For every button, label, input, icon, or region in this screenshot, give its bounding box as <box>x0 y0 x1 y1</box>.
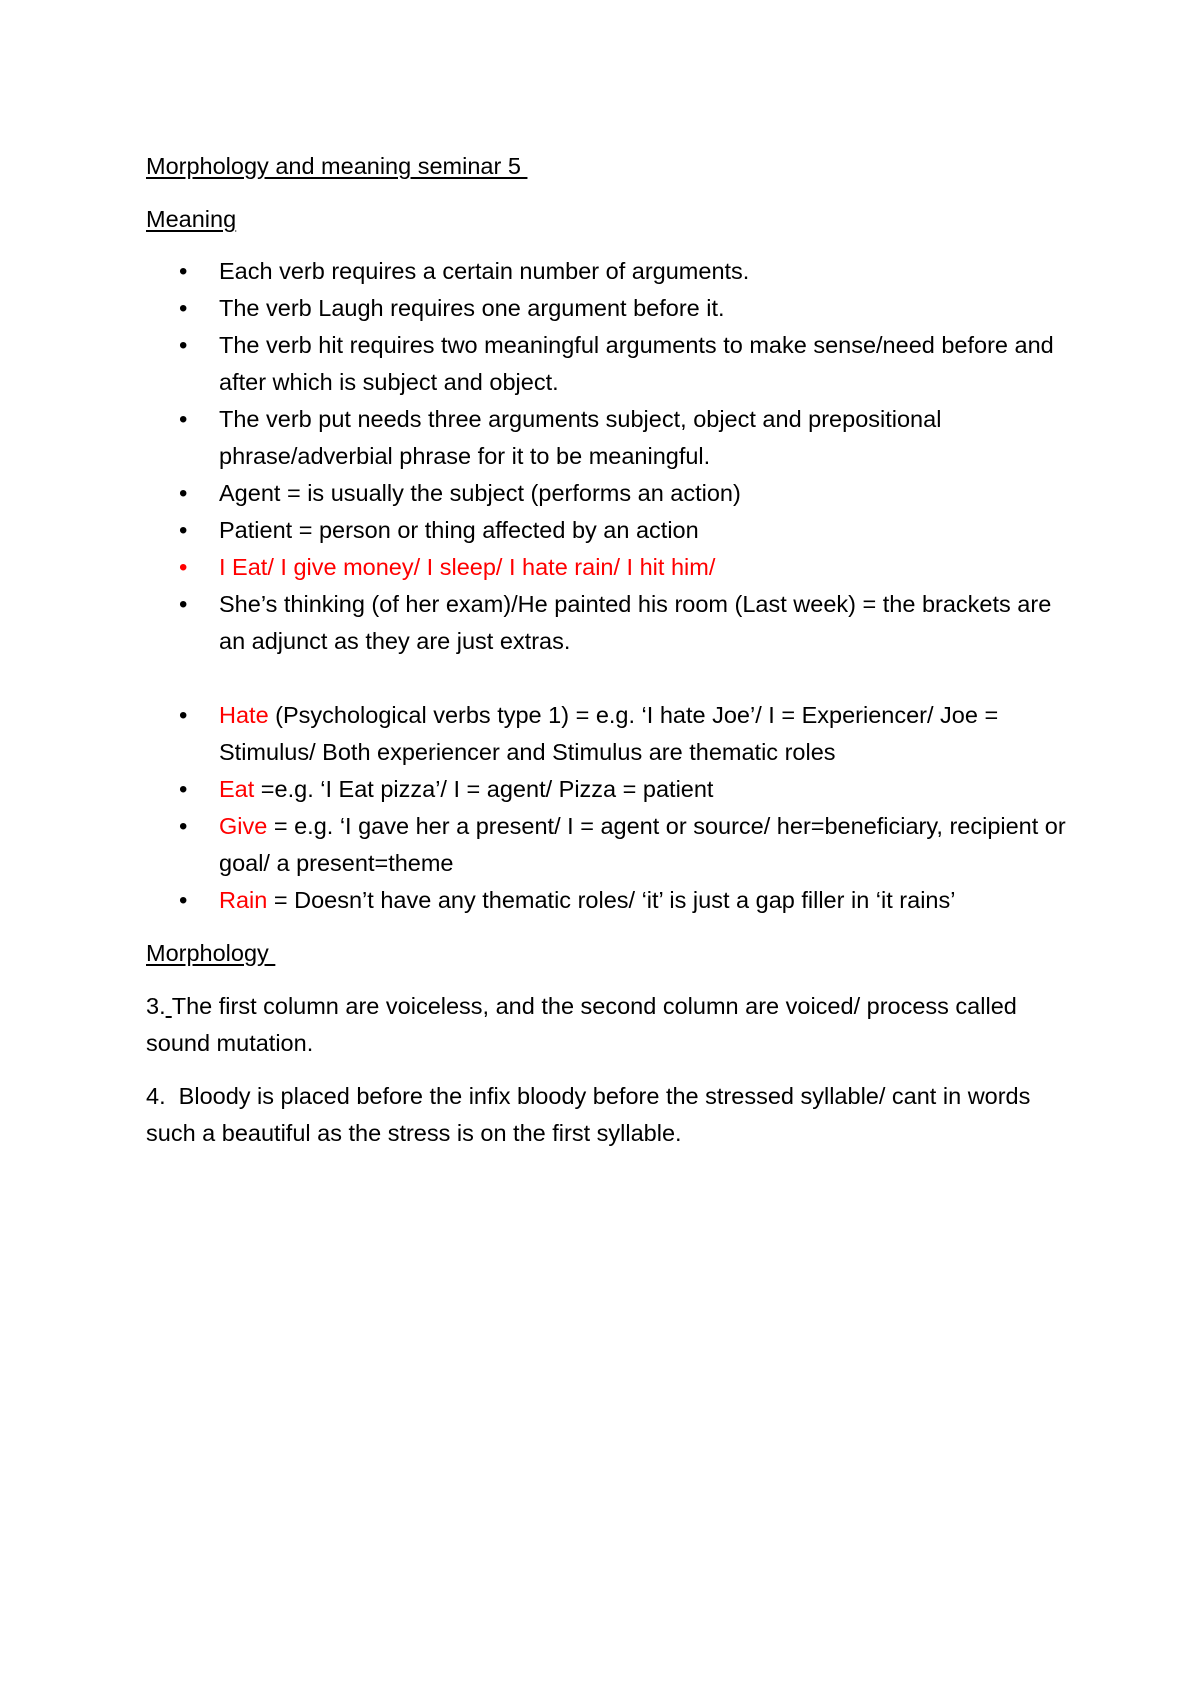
list-item: • Patient = person or thing affected by an action <box>146 512 1066 549</box>
list-item: • The verb put needs three arguments subject, object and prepositional phrase/adverbial phrase for it to be meaningful. <box>146 401 1066 475</box>
role-text: = Doesn’t have any thematic roles/ ‘it’ is just a gap filler in ‘it rains’ <box>267 887 956 913</box>
list-item: • The verb hit requires two meaningful arguments to make sense/need before and after which is subject and object. <box>146 327 1066 401</box>
answer-text: The first column are voiceless, and the second column are voiced/ process called sound mutation. <box>146 993 1017 1056</box>
document-body <box>146 148 1066 1168</box>
document-title: Morphology and meaning seminar 5 <box>146 153 528 179</box>
list-item: • She’s thinking (of her exam)/He painted his room (Last week) = the brackets are an adjunct as they are just extras. <box>146 586 1066 660</box>
list-item <box>146 808 1066 882</box>
meaning-heading: Meaning <box>146 206 237 232</box>
role-text: (Psychological verbs type 1) = e.g. ‘I hate Joe’/ I = Experiencer/ Joe = Stimulus/ Both experiencer and Stimulus are thematic roles <box>219 702 999 765</box>
list-item: • Agent = is usually the subject (performs an action) <box>146 475 1066 512</box>
answer-number: 3. <box>146 993 166 1019</box>
answer-text: Bloody is placed before the infix bloody before the stressed syllable/ cant in words such a beautiful as the stress is on the first syllable. <box>146 1083 1037 1146</box>
role-text: = e.g. ‘I gave her a present/ I = agent or source/ her=beneficiary, recipient or goal/ a present=theme <box>219 813 1066 876</box>
thematic-roles-list <box>146 697 1066 919</box>
list-item <box>146 697 1066 771</box>
list-item: • Each verb requires a certain number of arguments. <box>146 253 1066 290</box>
role-term: Hate <box>219 702 269 728</box>
role-text: =e.g. ‘I Eat pizza’/ I = agent/ Pizza = patient <box>254 776 714 802</box>
list-item: • The verb Laugh requires one argument before it. <box>146 290 1066 327</box>
blank-line <box>146 660 1066 697</box>
answer-paragraph <box>146 988 1066 1062</box>
answer-number: 4. <box>146 1083 166 1109</box>
meaning-bullet-list <box>146 253 1066 660</box>
list-item <box>146 882 1066 919</box>
list-item <box>146 771 1066 808</box>
answer-paragraph <box>146 1078 1066 1152</box>
answer-separator <box>166 1083 179 1109</box>
list-item-red-examples: • I Eat/ I give money/ I sleep/ I hate rain/ I hit him/ <box>146 549 1066 586</box>
morphology-heading: Morphology <box>146 940 276 966</box>
role-term: Give <box>219 813 268 839</box>
role-term: Eat <box>219 776 255 802</box>
role-term: Rain <box>219 887 268 913</box>
